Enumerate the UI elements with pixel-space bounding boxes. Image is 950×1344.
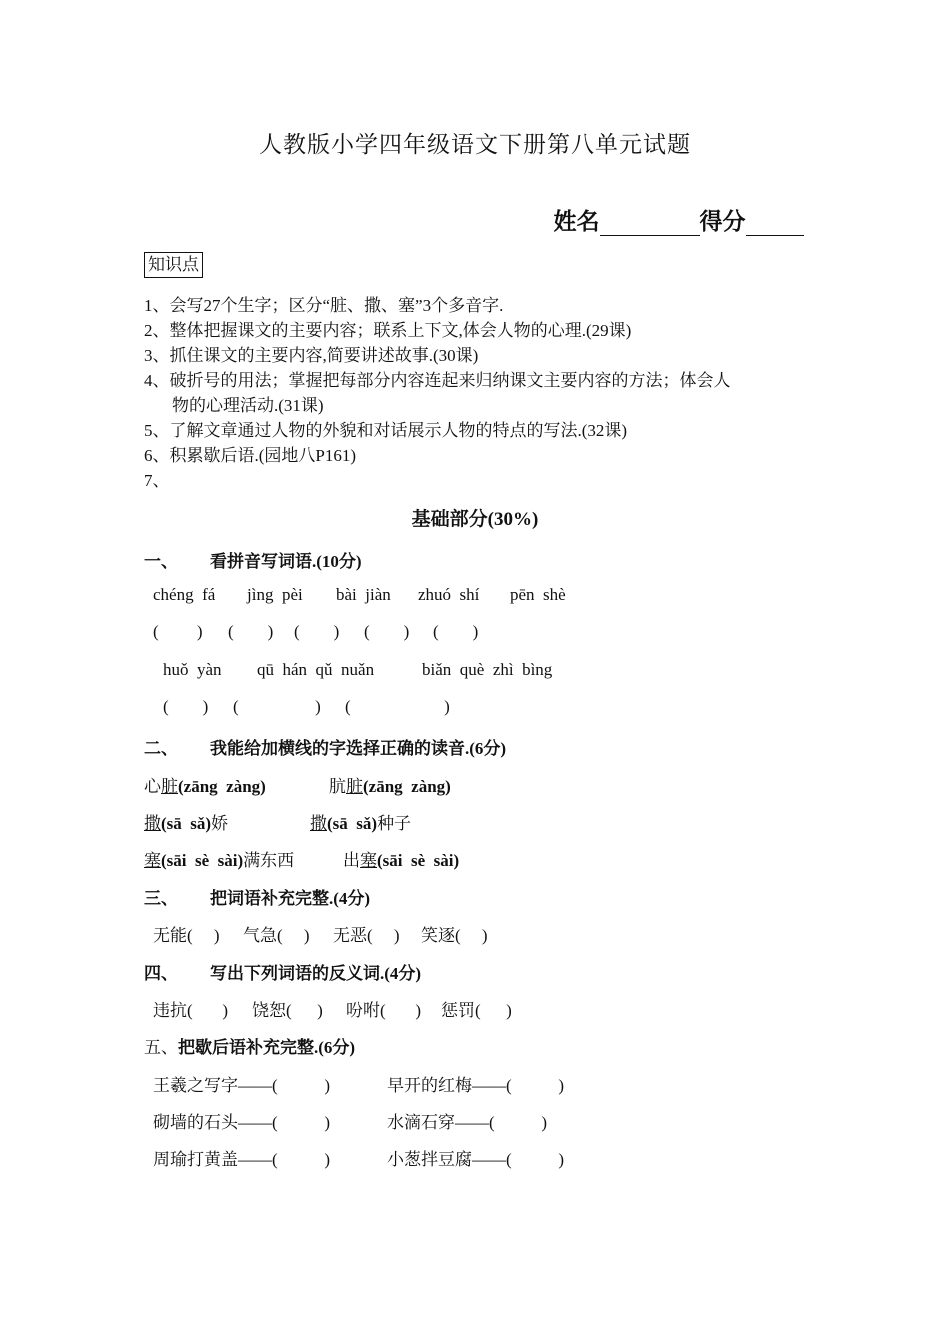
xiehouyu-item[interactable]: 水滴石穿——( ): [387, 1113, 548, 1132]
answer-blank[interactable]: ( ): [233, 697, 321, 716]
question-title: 把词语补充完整.(4分): [210, 889, 371, 908]
page-title: 人教版小学四年级语文下册第八单元试题: [259, 132, 691, 157]
pinyin: pēn shè: [510, 585, 566, 604]
underlined-char: 塞: [144, 851, 161, 870]
fill-word[interactable]: 气急( ): [243, 926, 310, 945]
question-number: 二、: [144, 739, 178, 758]
fill-word[interactable]: 无恶( ): [333, 926, 400, 945]
answer-blank[interactable]: ( ): [433, 622, 479, 641]
name-score-line: [542, 177, 804, 236]
word-part: 肮: [329, 777, 346, 796]
question-number: 一、: [144, 552, 178, 571]
pinyin: bài jiàn: [336, 585, 391, 604]
word-part: 种子: [377, 814, 412, 833]
knowledge-label: 知识点: [144, 252, 203, 278]
pinyin: huǒ yàn: [163, 660, 222, 679]
answer-blank[interactable]: ( ): [228, 622, 274, 641]
antonym-item[interactable]: 惩罚( ): [441, 1001, 512, 1020]
antonym-item[interactable]: 吩咐( ): [346, 1001, 422, 1020]
score-blank[interactable]: [746, 213, 804, 236]
knowledge-point-continued: 物的心理活动.(31课): [172, 396, 324, 415]
question-number: 三、: [144, 889, 178, 908]
answer-blank[interactable]: ( ): [153, 622, 203, 641]
knowledge-point: 3、抓住课文的主要内容,简要讲述故事.(30课): [144, 346, 479, 365]
question-title: 写出下列词语的反义词.(4分): [210, 964, 422, 983]
pinyin-options: (zāng zàng): [178, 777, 266, 796]
pinyin: qū hán qǔ nuǎn: [257, 660, 375, 679]
pinyin-options: (sāi sè sài): [377, 851, 460, 870]
xiehouyu-item[interactable]: 小葱拌豆腐——( ): [387, 1150, 565, 1169]
question-number: 四、: [144, 964, 178, 983]
section-title: 基础部分(30%): [411, 509, 539, 530]
pinyin: jìng pèi: [247, 585, 303, 604]
pinyin: biǎn què zhì bìng: [422, 660, 553, 679]
reading-choice[interactable]: [144, 772, 266, 797]
reading-choice[interactable]: [343, 846, 459, 871]
pinyin-options: (sāi sè sài): [161, 851, 244, 870]
knowledge-point: 1、会写27个生字；区分“脏、撒、塞”3个多音字.: [144, 296, 504, 315]
reading-choice[interactable]: [329, 772, 451, 797]
question-4-heading: [144, 959, 421, 984]
question-2-heading: [144, 734, 506, 759]
answer-blank[interactable]: ( ): [163, 697, 209, 716]
answer-blank[interactable]: ( ): [364, 622, 410, 641]
question-number: 五、: [144, 1038, 178, 1057]
pinyin-options: (zāng zàng): [363, 777, 451, 796]
knowledge-point: 2、整体把握课文的主要内容；联系上下文,体会人物的心理.(29课): [144, 321, 632, 340]
underlined-char: 塞: [360, 851, 377, 870]
antonym-item[interactable]: 饶恕( ): [252, 1001, 323, 1020]
fill-word[interactable]: 无能( ): [153, 926, 220, 945]
word-part: 出: [343, 851, 360, 870]
xiehouyu-item[interactable]: 王羲之写字——( ): [153, 1076, 331, 1095]
underlined-char: 脏: [346, 777, 363, 796]
knowledge-point: 5、了解文章通过人物的外貌和对话展示人物的特点的写法.(32课): [144, 421, 628, 440]
word-part: 心: [144, 777, 161, 796]
pinyin: chéng fá: [153, 585, 216, 604]
pinyin-options: (sā sǎ): [327, 814, 378, 833]
xiehouyu-item[interactable]: 周瑜打黄盖——( ): [153, 1150, 331, 1169]
antonym-item[interactable]: 违抗( ): [153, 1001, 229, 1020]
pinyin: zhuó shí: [418, 585, 480, 604]
question-5-heading: [144, 1033, 355, 1058]
reading-choice[interactable]: [310, 809, 411, 834]
score-label: 得分: [699, 209, 746, 234]
pinyin-options: (sā sǎ): [161, 814, 212, 833]
answer-blank[interactable]: ( ): [345, 697, 450, 716]
question-title: 把歇后语补充完整.(6分): [178, 1038, 356, 1057]
word-part: 娇: [211, 814, 229, 833]
underlined-char: 撒: [144, 814, 161, 833]
underlined-char: 撒: [310, 814, 327, 833]
xiehouyu-item[interactable]: 早开的红梅——( ): [387, 1076, 565, 1095]
question-title: 我能给加横线的字选择正确的读音.(6分): [210, 739, 507, 758]
name-label: 姓名: [553, 209, 600, 234]
question-title: 看拼音写词语.(10分): [210, 552, 362, 571]
answer-blank[interactable]: ( ): [294, 622, 340, 641]
knowledge-point: 7、: [144, 471, 170, 490]
question-1-heading: [144, 547, 362, 572]
word-part: 满东西: [243, 851, 295, 870]
underlined-char: 脏: [161, 777, 178, 796]
knowledge-point: 4、破折号的用法；掌握把每部分内容连起来归纳课文主要内容的方法；体会人: [144, 371, 731, 390]
reading-choice[interactable]: [144, 809, 228, 834]
knowledge-point: 6、积累歇后语.(园地八P161): [144, 446, 357, 465]
fill-word[interactable]: 笑逐( ): [421, 926, 488, 945]
name-blank[interactable]: [600, 213, 700, 236]
reading-choice[interactable]: [144, 846, 294, 871]
question-3-heading: [144, 884, 370, 909]
xiehouyu-item[interactable]: 砌墙的石头——( ): [153, 1113, 331, 1132]
